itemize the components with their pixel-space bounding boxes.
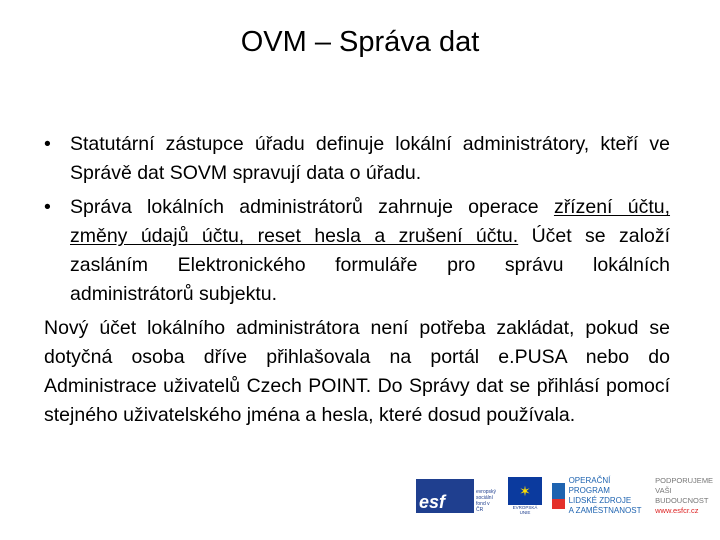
esf-url: www.esfcr.cz [655, 506, 699, 515]
footer-logos [416, 478, 720, 514]
eu-label: EVROPSKÁ UNIE [512, 505, 538, 515]
bullet-text: Statutární zástupce úřadu definuje lokální administrátory, kteří ve Správě dat SOVM spravují data o úřadu. [70, 133, 670, 184]
operations-underlined: zřízení účtu, změny údajů účtu, reset hesla a zrušení účtu. [70, 196, 671, 247]
bullet-icon: • [44, 196, 51, 218]
esf-logo-mark: esf [416, 479, 474, 513]
bullet-text: Správa lokálních administrátorů zahrnuje operace [70, 196, 554, 218]
op-lzz-logo [552, 476, 645, 516]
slide-content [44, 130, 670, 430]
slogan [655, 476, 720, 516]
bullet-item [44, 130, 670, 188]
esf-logo [416, 479, 498, 513]
op-line: A ZAMĚSTNANOST [568, 506, 642, 515]
eu-flag-icon: ✶ [508, 477, 542, 505]
bullet-text-end: Účet se založí zasláním Elektronického formuláře pro správu lokálních administrátorů subjektu. [70, 225, 670, 305]
bullet-item [44, 193, 670, 309]
puzzle-icon [552, 483, 565, 509]
bullet-icon: • [44, 133, 51, 155]
slide-title: OVM – Správa dat [240, 26, 480, 58]
esf-logo-sub: evropský sociální fond v ČR [476, 489, 497, 513]
paragraph: Nový účet lokálního administrátora není potřeba zakládat, pokud se dotyčná osoba dříve přihlašovala na portál e.PUSA nebo do Administrace uživatelů Czech POINT. Do Správy dat se přihlásí pomocí stejného uživatelského jména a hesla, které dosud používala. [44, 317, 670, 426]
eu-logo [508, 477, 542, 515]
op-line: LIDSKÉ ZDROJE [568, 496, 632, 505]
slogan-line: VAŠI BUDOUCNOST [655, 486, 709, 505]
slogan-line: PODPORUJEME [655, 476, 714, 485]
op-line: OPERAČNÍ PROGRAM [568, 476, 611, 495]
